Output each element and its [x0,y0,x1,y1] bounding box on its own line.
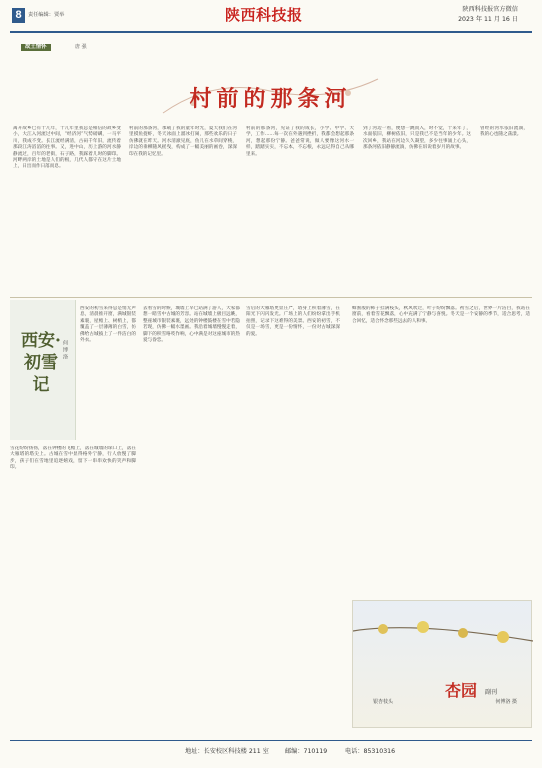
footer-phone: 电话：85310316 [345,748,396,755]
newspaper-logo: 陕西科技报 [225,6,303,24]
ginkgo-branch-image [353,601,533,681]
right-article-column: 蜂蜜般的柿子挂满枝头，秋风吹过，叶子纷纷飘落。初雪之后，世界一片洁白，我站在窗前，看着雪花飘落，心中充满了宁静与喜悦。冬天是一个安静的季节，适合思考，适合回忆，适合怀念那些远去的人和事。 [352,306,530,324]
side-article-title: 西安·初雪记 [21,331,61,395]
header-rule [10,31,532,33]
article-author: 唐 强 [75,44,87,50]
supplement-label: 副刊 [485,689,498,696]
top-article [13,39,528,295]
illustration-signature: 何博洛 摄 [495,699,517,705]
editor-credit: 责任编辑：贾举 [28,12,65,18]
supplement-name: 杏园 [445,681,478,700]
illustration-caption: 银杏枝头 [373,699,394,705]
article-column: 去看雪的时候，城墙上早已站满了游人，大家都想一睹雪中古城的芳容。站在城墙上极目远眺，整座城市银装素裹，远处的钟楼鼓楼在雪中若隐若现，仿佛一幅水墨画。我沿着城墙慢慢走着，脚下的积雪咯吱作响，心中满是对这座城市的热爱与眷恋。 [143,306,240,344]
footer-rule [10,740,532,741]
article-title: 村前的那条河 [189,86,352,112]
bottom-left-article [10,300,340,732]
footer-postcode: 邮编：710119 [285,748,328,755]
article-column: 到了河边一看，便想一跳而入，时不觉，十来年了，水面依旧，柳树依旧，只是我已不是当年的少年。这次回乡，我站在河边久久凝望，多少往事涌上心头，那条河依旧静静流淌，仿佛在诉说着岁月的故事。 [363,126,471,151]
article-column: 离开故乡已有十几年，十几年里我总是相信的故乡变小，大江入河流过中间，“经济河”气势磅礴，一马平川，我成不变。长江流经满清，古码千年旧，流传着那段江涛滔滔的往事。又，进中山，历上游的河水静静流过，百年的老街，石子路，我踩着儿时的脚印。河畔两岸的土地是人们的根，几代人都守在这片土地上，日出而作日落而息。 [13,126,121,170]
article-column: 雪花纷纷扬扬，落在钟楼的飞檐上，落在城墙的垛口上，落在大雁塔的塔尖上。古城在雪中显得格外宁静，行人放慢了脚步，孩子们在雪地里追逐嬉戏，留下一串串欢快的笑声和脚印。 [10,446,136,471]
article-column: 西安的初雪来得总是悄无声息，清晨推开窗，满城银装素裹，屋檐上、树梢上，都覆盖了一层薄薄的白雪，仿佛给古城披上了一件洁白的外衣。 [80,306,136,344]
section-rule [10,297,532,298]
issue-date: 2023 年 11 月 16 日 [458,16,518,23]
masthead [0,0,542,30]
publisher: 陕西科技报官方微信 [462,6,518,13]
article-column: 村前的那条河，承载了我的童年时光，夏天我们在河里摸鱼捉虾，冬天冰面上溜冰打闹，那些欢乐的日子仿佛就在昨天。河水清澈见底，鱼儿在水草间穿梭，岸边的垂柳随风摇曳，构成了一幅美丽的画卷，深深印在我的记忆里。 [129,126,237,157]
illustration [352,600,532,728]
page-number: 8 [12,8,25,23]
article-column: 村前的那条河，见证了我的成长，小学、中学、大学，工作……每一次在外遇到挫折，我都会想起那条河，想起那份宁静。爸爸常说，做人要像这河水一样，踏踏实实，不忘本，不忘根，永远记得自己从哪里来。 [246,126,354,157]
article-column: 曾经的河水依旧流淌，我的心也随之荡漾。 [480,126,528,138]
side-title-box [10,300,76,440]
footer-address: 地址：长安校区科技楼 211 室 [185,748,269,755]
footer [0,745,542,761]
side-article-author: 何 博 洛 [62,340,68,359]
article-column: 雪后的大雁塔更显庄严，塔身上积着薄雪，在阳光下闪闪发光。广场上的人们纷纷拿出手机拍照，记录下这难得的美景。西安的初雪，不仅是一场雪，更是一份情怀，一份对古城深深的爱。 [246,306,340,337]
column-tag: 故土情怀 [21,44,51,51]
